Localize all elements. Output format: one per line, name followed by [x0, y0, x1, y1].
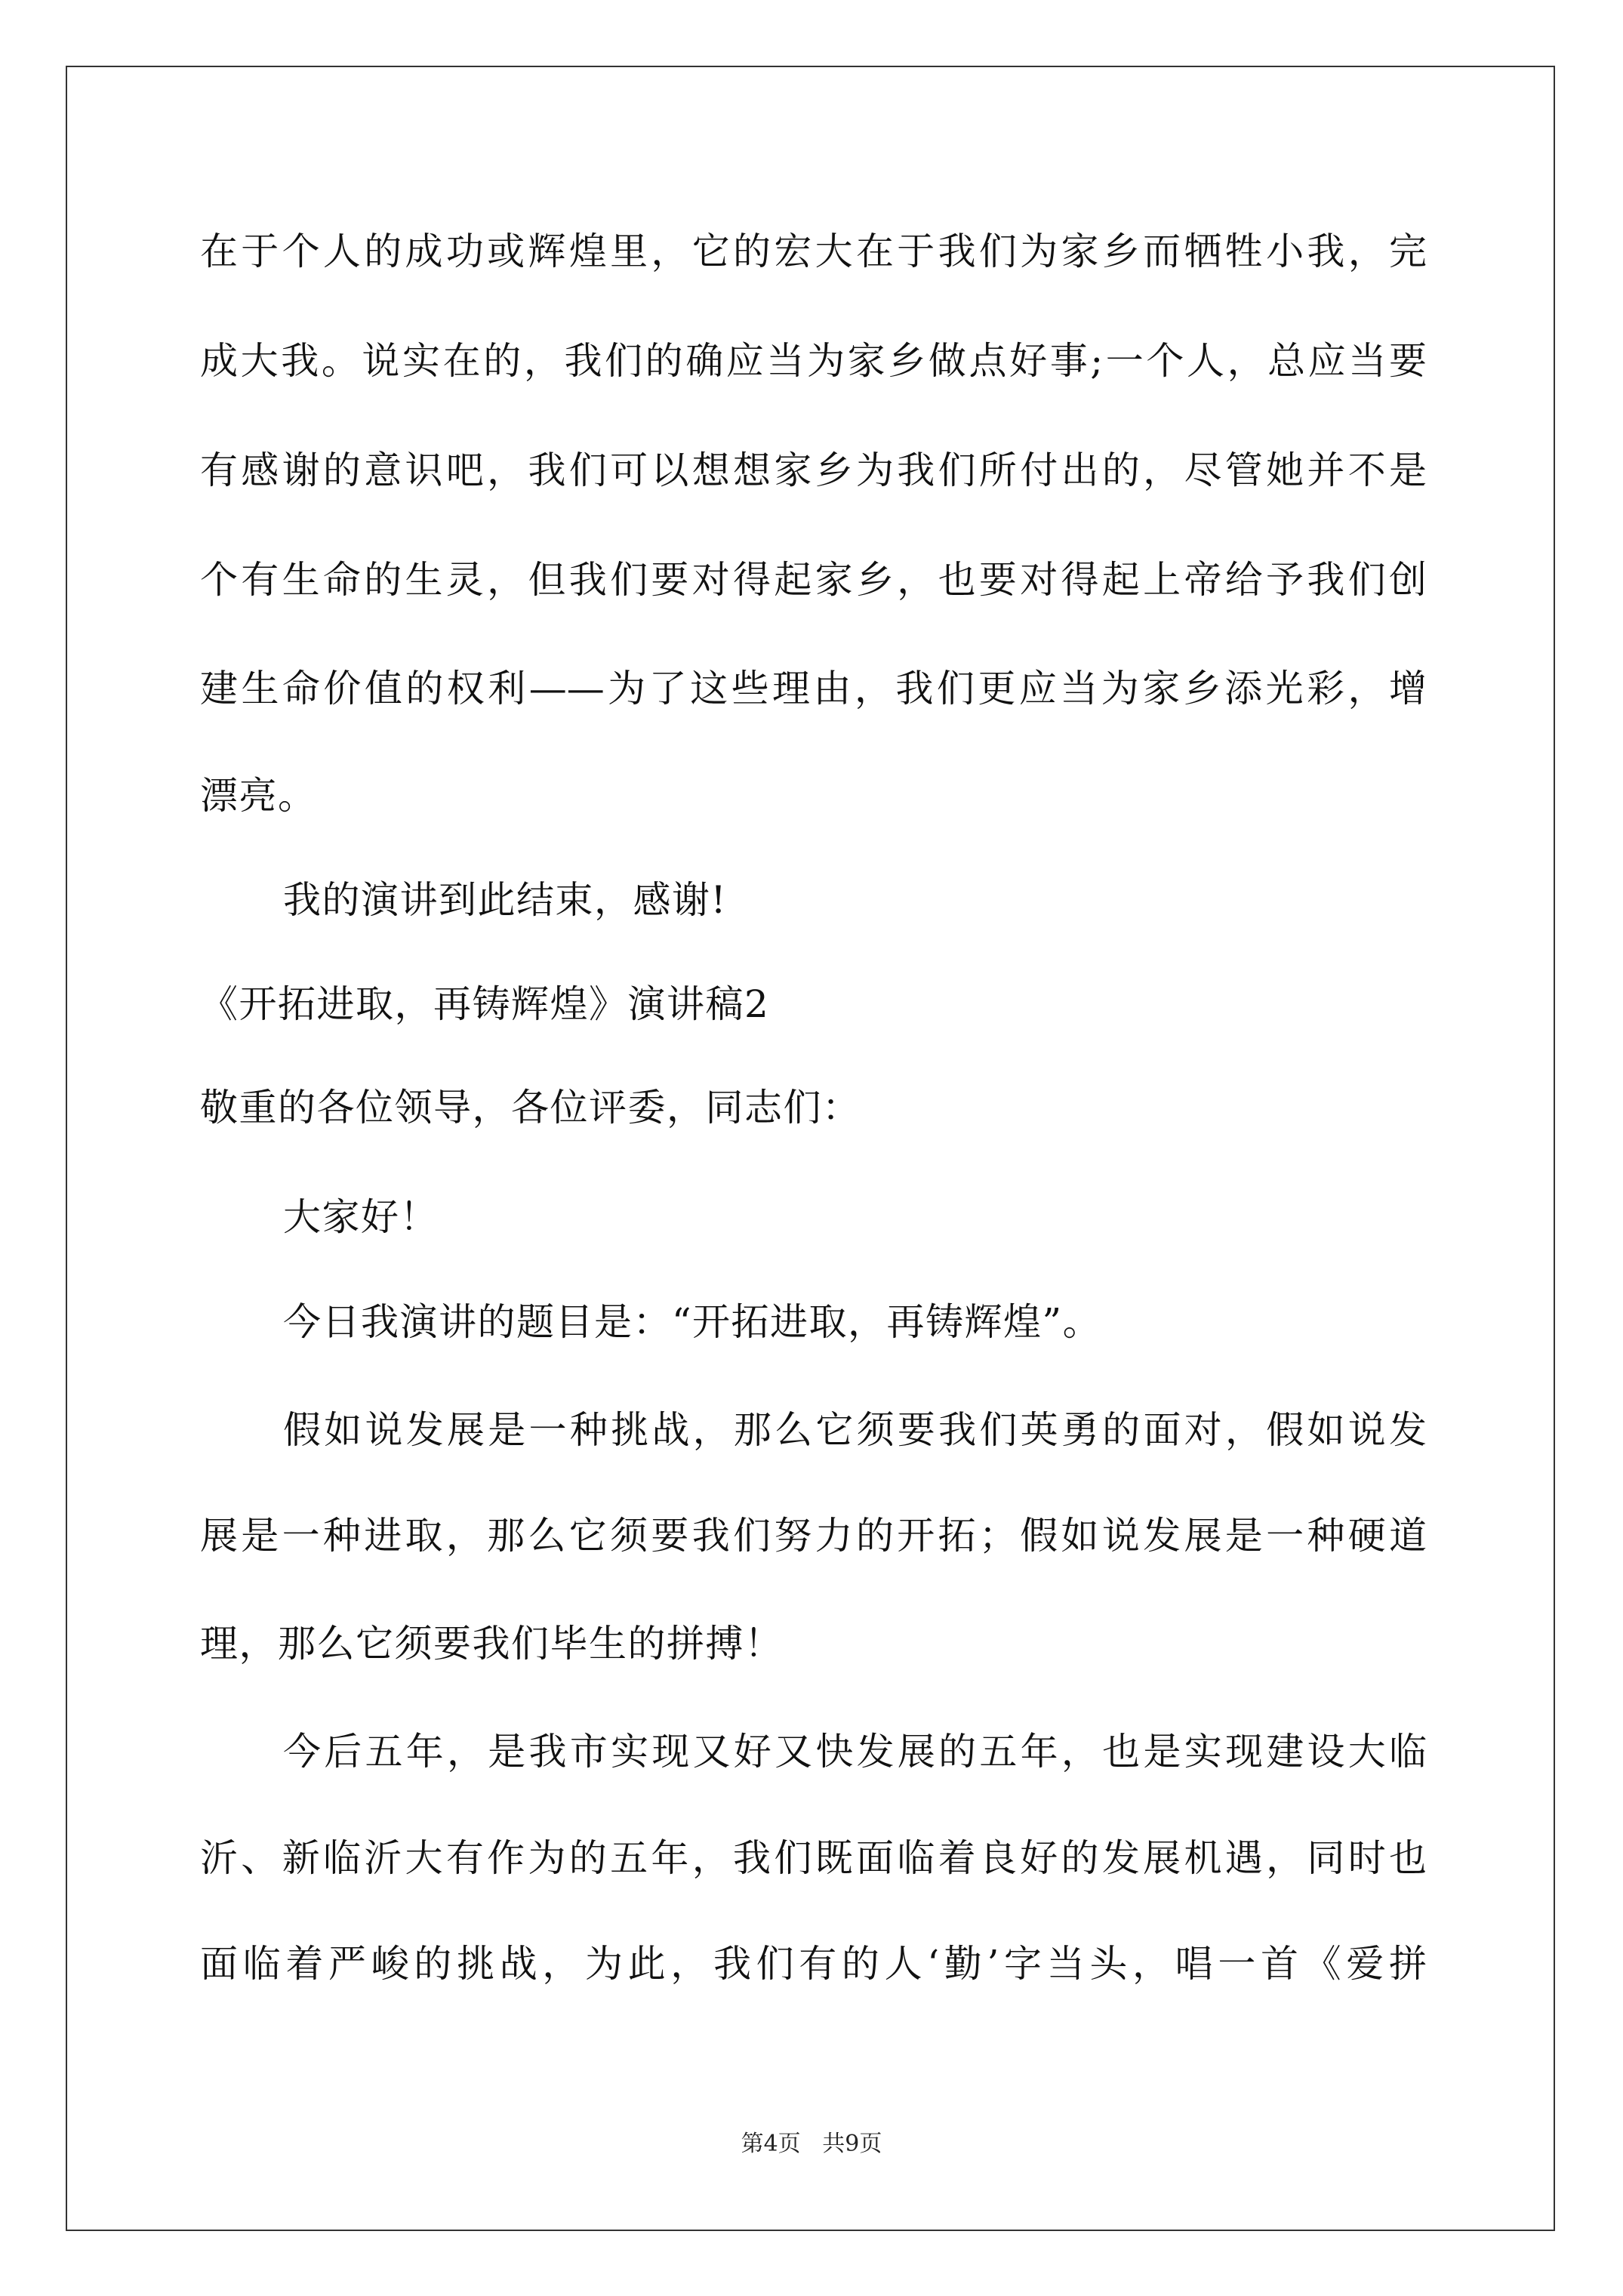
body-text-line: 假如说发展是一种挑战，那么它须要我们英勇的面对，假如说发	[283, 1408, 1427, 1452]
closing-remark: 我的演讲到此结束，感谢!	[283, 878, 728, 922]
greeting: 大家好！	[283, 1195, 439, 1239]
body-text-line: 漂亮。	[200, 774, 317, 818]
body-text-line: 面临着严峻的挑战，为此，我们有的人‘勤’字当头，唱一首《爱拼	[200, 1942, 1427, 1986]
salutation: 敬重的各位领导，各位评委，同志们：	[200, 1086, 861, 1130]
page-number: 第4页	[741, 2131, 801, 2157]
body-text-line: 成大我。说实在的，我们的确应当为家乡做点好事;一个人，总应当要	[200, 339, 1427, 383]
body-text-line: 有感谢的意识吧，我们可以想想家乡为我们所付出的，尽管她并不是	[200, 448, 1427, 492]
body-text-line: 展是一种进取，那么它须要我们努力的开拓；假如说发展是一种硬道	[200, 1514, 1427, 1558]
body-text-line: 建生命价值的权利——为了这些理由，我们更应当为家乡添光彩，增	[200, 667, 1427, 710]
page-border	[66, 66, 1555, 2231]
footer-spacer	[801, 2131, 823, 2157]
body-text-line: 在于个人的成功或辉煌里，它的宏大在于我们为家乡而牺牲小我，完	[200, 230, 1427, 273]
page-footer	[0, 2131, 1623, 2158]
body-text-line: 个有生命的生灵，但我们要对得起家乡，也要对得起上帝给予我们创	[200, 558, 1427, 602]
body-text-line: 今后五年，是我市实现又好又快发展的五年，也是实现建设大临	[283, 1730, 1427, 1774]
body-text-line: 理，那么它须要我们毕生的拼搏！	[200, 1622, 784, 1666]
body-text-line: 沂、新临沂大有作为的五年，我们既面临着良好的发展机遇，同时也	[200, 1836, 1427, 1880]
speech-topic: 今日我演讲的题目是：“开拓进取，再铸辉煌”。	[283, 1300, 1102, 1344]
section-title: 《开拓进取，再铸辉煌》演讲稿2	[200, 982, 770, 1026]
page-total: 共9页	[822, 2131, 882, 2157]
